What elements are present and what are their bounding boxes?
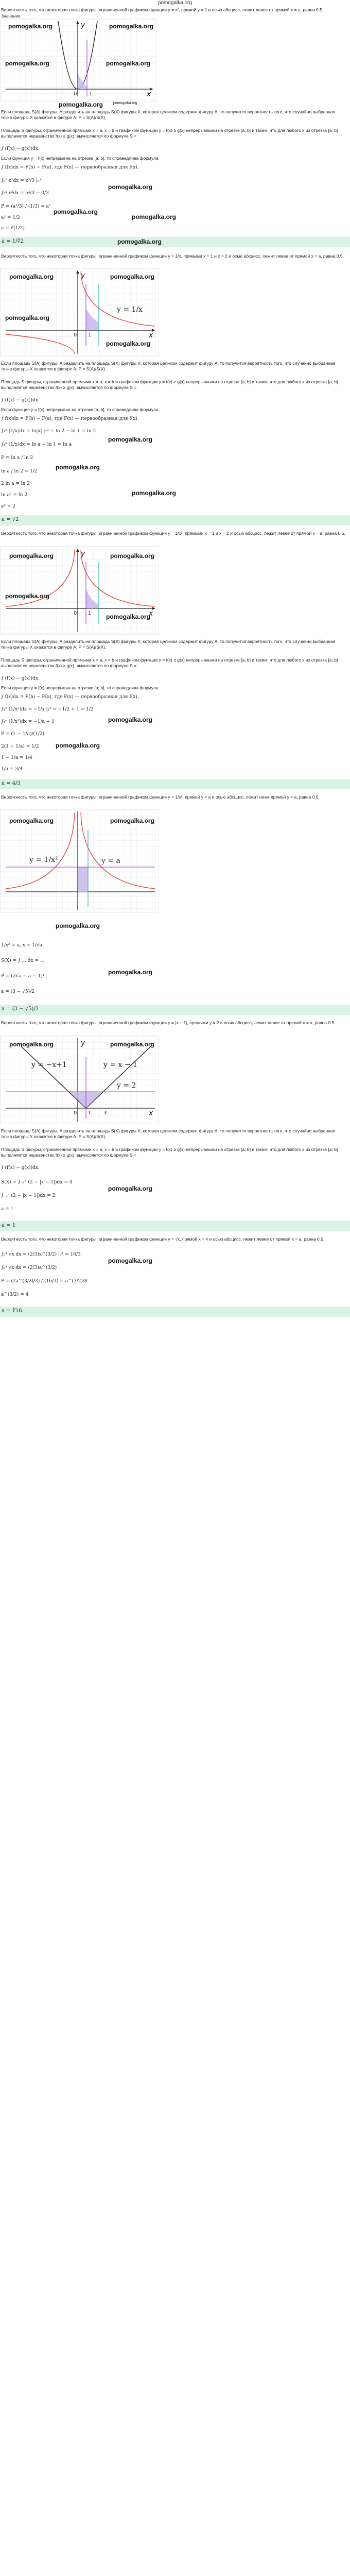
graph2-zero: 0 <box>74 332 77 338</box>
graph5-y-label: y <box>81 1039 85 1047</box>
block2-line: ln a / ln 2 = 1/2 <box>1 469 38 474</box>
block3-text2: Площадь S фигуры, ограниченной прямыми x = a, x = b и графиком функции y = f(x) ≥ g(x) непрерывными на отрезке [a; b] и таким, что для любого x из отрезка [a; b] выполняется неравенство f(x) ≥ g(x), вычисляется по формуле S = <box>1 657 338 668</box>
watermark: pomogalka.org <box>56 742 100 749</box>
watermark: pomogalka.org <box>54 208 98 215</box>
answer-box <box>0 1005 350 1015</box>
graph4-func-label: y = 1/x² <box>29 856 58 864</box>
block5-formula1: ∫ (f(x) − g(x))dx. <box>1 1165 40 1171</box>
graph3-zero: 0 <box>74 611 77 616</box>
block4-line: P = (2√a − a − 1)/... <box>1 974 49 979</box>
block3-formula2: ∫ f(x)dx = F(b) − F(a), где F(x) — первообразная для f(x). <box>1 694 139 700</box>
block4-task: Вероятность того, что некоторая точка фигуры, ограниченной графиком функции y = 1/x², прямой y = a и осью абсцисс, лежит ниже прямой y = a, равна 0.5. <box>1 794 320 800</box>
block2-formula2: ∫ f(x)dx = F(b) − F(a), где F(x) — первообразная для f(x). <box>1 416 139 421</box>
graph3-one: 1 <box>88 611 92 616</box>
watermark: pomogalka.org <box>117 238 162 245</box>
block3-line: ∫₁² (1/x²)dx = −1/x |₁² = −1/2 + 1 = 1/2 <box>1 707 94 712</box>
block2-formula1: ∫ (f(x) − g(x))dx. <box>1 398 40 403</box>
block3-text1: Если площадь S(A) фигуры, A разделить на площадь S(X) фигуры X, которая целиком содержит фигуру A, то получится вероятность того, что случайно выбранная точка фигуры X окажется в фигуре A: P = S(A)/S(X). <box>1 639 336 650</box>
answer-value: a = ∛16 <box>2 1308 22 1314</box>
graph2-y-label: y <box>81 272 85 280</box>
graph2-x-label: x <box>149 331 153 340</box>
block2-line: a² = 2 <box>1 504 15 509</box>
block3-line: P = (1 − 1/a)/(1/2) <box>1 732 44 737</box>
block1-line: a = ∛(1/2) <box>1 226 25 231</box>
block2-text3: Если функция y = f(x) непрерывна на отрезке [a; b], то справедлива формула <box>1 407 159 412</box>
answer-value: a = √2 <box>2 517 19 522</box>
block5-line: a = 1 <box>1 1207 14 1212</box>
answer-value: a = 1/∛2 <box>2 239 24 244</box>
watermark: pomogalka.org <box>9 552 54 560</box>
graph5-one: 1 <box>88 1110 92 1116</box>
watermark: pomogalka.org <box>108 436 153 443</box>
block6-line: ∫₀⁴ √x dx = (2/3)x^(3/2) |₀⁴ = 16/3 <box>1 1252 81 1257</box>
block3-line: 1 − 1/a = 1/4 <box>1 755 32 760</box>
watermark: pomogalka.org <box>106 613 151 620</box>
answer-box <box>0 237 350 247</box>
watermark: pomogalka.org <box>59 101 103 108</box>
watermark: pomogalka.org <box>110 273 155 280</box>
solution-label: Значения: <box>1 13 22 19</box>
graph5-right-label: y = x − 1 <box>103 1061 137 1069</box>
graph5-zero: 0 <box>74 1110 77 1116</box>
block2-line: ∫₁ᵃ (1/x)dx = ln a − ln 1 = ln a <box>1 442 72 447</box>
watermark: pomogalka.org <box>9 273 54 280</box>
watermark: pomogalka.org <box>106 340 151 347</box>
watermark: pomogalka.org <box>106 60 151 67</box>
watermark: pomogalka.org <box>56 922 100 929</box>
watermark: pomogalka.org <box>9 1041 54 1048</box>
answer-box <box>0 1307 350 1317</box>
watermark: pomogalka.org <box>110 552 155 560</box>
graph2-one: 1 <box>88 332 92 338</box>
watermark: pomogalka.org <box>108 716 153 723</box>
block4-line: a = (3 − √5)/2 <box>1 989 34 994</box>
graph5-left-label: y = −x+1 <box>31 1061 67 1069</box>
task-intro: Вероятность того, что некоторая точка фигуры, ограниченной графиком функции y = x², прямой y = 1 и осью абсцисс, лежит левее от прямой x = a, равна 0.5. <box>1 7 324 12</box>
block3-task: Вероятность того, что некоторая точка фигуры, ограниченной графиком функции y = 1/x², прямыми x = 1 и x = 2 и осью абсцисс, лежит левее от прямой x = a, равна 0.5. <box>1 531 345 536</box>
block5-text1: Если площадь S(A) фигуры, A разделить на площадь S(X) фигуры X, которая целиком содержит фигуру A, то получится вероятность того, что случайно выбранная точка фигуры X окажется в фигуре A: P = S(A)/S(X). <box>1 1128 336 1139</box>
block1-text1: Если площадь S(A) фигуры, A разделить на площадь S(X) фигуры X, которая целиком содержит фигуру A, то получится вероятность того, что случайно выбранная точка фигуры X окажется в фигуре A: P = S(A)/S(X). <box>1 109 336 120</box>
watermark: pomogalka.org <box>110 1041 155 1048</box>
block5-task: Вероятность того, что некоторая точка фигуры, ограниченной графиком функции y = |x − 1|, прямыми y = 2 и осью абсцисс, лежит левее от прямой x = a, равна 0.5. <box>1 1020 336 1025</box>
answer-box <box>0 1221 350 1231</box>
block2-line: ln a² = ln 2 <box>1 493 28 498</box>
block2-text1: Если площадь S(A) фигуры, A разделить на площадь S(X) фигуры X, которая целиком содержит фигуру A, то получится вероятность того, что случайно выбранная точка фигуры X окажется в фигуре A: P = S(A)/S(X). <box>1 361 336 371</box>
block3-text3: Если функция y = f(x) непрерывна на отрезке [a; b], то справедлива формула <box>1 685 159 690</box>
graph1-one: 1 <box>89 91 93 97</box>
watermark: pomogalka.org <box>108 1257 153 1264</box>
watermark: pomogalka.org <box>5 592 50 600</box>
block1-line: ∫₀¹ x²dx = x³/3 |₀¹ <box>1 178 42 183</box>
block3-line: 1/a = 3/4 <box>1 767 23 772</box>
watermark: pomogalka.org <box>5 60 50 67</box>
block2-line: 2 ln a = ln 2 <box>1 481 30 486</box>
watermark: pomogalka.org <box>110 817 155 824</box>
block5-text2: Площадь S фигуры, ограниченной прямыми x = a, x = b и графиком функции y = f(x) ≥ g(x) непрерывными на отрезке [a; b] и таким, что для любого x из отрезка [a; b] выполняется неравенство f(x) ≥ g(x), вычисляется по формуле S = <box>1 1147 338 1158</box>
block4-line: 1/x² = a, x = 1/√a <box>1 943 42 948</box>
graph-abs <box>0 1036 159 1124</box>
block5-line: ∫₋₁ᵃ (2 − |x − 1|)dx = 2 <box>1 1193 56 1198</box>
watermark: pomogalka.org <box>108 969 153 976</box>
graph2-func-label: y = 1/x <box>117 306 143 314</box>
block2-line: ∫₁² (1/x)dx = ln|x| |₁² = ln 2 − ln 1 = ln 2 <box>1 429 96 434</box>
graph1-x-label: x <box>147 90 151 98</box>
watermark: pomogalka.org <box>56 464 100 471</box>
answer-box <box>0 515 350 526</box>
watermark: pomogalka.org <box>5 314 50 321</box>
graph5-top-label: y = 2 <box>117 1081 136 1090</box>
block4-line: S(X) = ∫ ... dx = ... <box>1 958 45 963</box>
block3-formula1: ∫ (f(x) − g(x))dx. <box>1 676 40 681</box>
block1-line: P = (a³/3) / (1/3) = a³ <box>1 204 51 209</box>
graph5-x-label: x <box>149 1109 153 1117</box>
block1-line: a³ = 1/2 <box>1 215 20 221</box>
watermark: pomogalka.org <box>132 213 177 221</box>
block3-line: ∫₁ᵃ (1/x²)dx = −1/a + 1 <box>1 719 55 724</box>
answer-value: a = 1 <box>2 1223 16 1228</box>
block2-line: P = ln a / ln 2 <box>1 455 33 461</box>
graph1-y-label: y <box>81 21 85 29</box>
watermark: pomogalka.org <box>109 23 154 30</box>
graph4-line-label: y = a <box>101 857 120 865</box>
block3-line: 2(1 − 1/a) = 1/2 <box>1 744 39 749</box>
block6-line: ∫₀ᵃ √x dx = (2/3)a^(3/2) <box>1 1265 57 1270</box>
watermark: pomogalka.org <box>9 817 54 824</box>
block2-task: Вероятность того, что некоторая точка фигуры, ограниченной графиком функции y = 1/x, прямыми x = 1 и x = 2 и осью абсцисс, лежит левее от прямой x = a, равна 0.5. <box>1 253 344 259</box>
block6-task: Вероятность того, что некоторая точка фигуры, ограниченной графиком функции y = √x, прямой x = 4 и осью абсцисс, лежит левее от прямой x = a, равна 0.5. <box>1 1236 325 1242</box>
block1-formula1: ∫ (f(x) − g(x))dx. <box>1 146 40 151</box>
graph3-x-label: x <box>149 609 153 618</box>
watermark: pomogalka.org <box>108 1185 153 1192</box>
block1-text2: Площадь S фигуры, ограниченной прямыми x = a, x = b и графиком функции y = f(x) ≥ g(x) непрерывными на отрезке [a; b] и таким, что для любого x из отрезка [a; b] выполняется неравенство f(x) ≥ g(x), вычисляется по формуле S = <box>1 128 338 139</box>
block2-text2: Площадь S фигуры, ограниченной прямыми x = a, x = b и графиком функции y = f(x) ≥ g(x) непрерывными на отрезке [a; b] и таким, что для любого x из отрезка [a; b] выполняется неравенство f(x) ≥ g(x), вычисляется по формуле S = <box>1 379 338 390</box>
block1-text3: Если функция y = f(x) непрерывна на отрезке [a; b], то справедлива формула <box>1 156 159 161</box>
block1-line: ∫₀ᵃ x²dx = a³/3 − 0/3 <box>1 191 49 196</box>
graph1-zero: 0 <box>74 91 77 97</box>
block5-line: S(X) = ∫₋₁³ (2 − |x − 1|)dx = 4 <box>1 1180 73 1185</box>
answer-value: a = (3 − √5)/2 <box>2 1006 39 1012</box>
answer-value: a = 4/3 <box>2 781 21 786</box>
block6-line: P = (2a^(3/2)/3) / (16/3) = a^(3/2)/8 <box>1 1279 87 1284</box>
watermark: pomogalka.org <box>113 101 137 105</box>
graph3-y-label: y <box>81 550 85 558</box>
graph5-three: 3 <box>103 1110 107 1116</box>
site-header[interactable]: pomogalka.org <box>157 0 192 6</box>
block6-line: a^(3/2) = 4 <box>1 1292 29 1297</box>
watermark: pomogalka.org <box>132 489 177 497</box>
watermark: pomogalka.org <box>108 183 153 191</box>
block1-formula2: ∫ f(x)dx = F(b) − F(a), где F(x) — первообразная для f(x). <box>1 165 139 170</box>
answer-box <box>0 779 350 789</box>
watermark: pomogalka.org <box>8 23 53 30</box>
